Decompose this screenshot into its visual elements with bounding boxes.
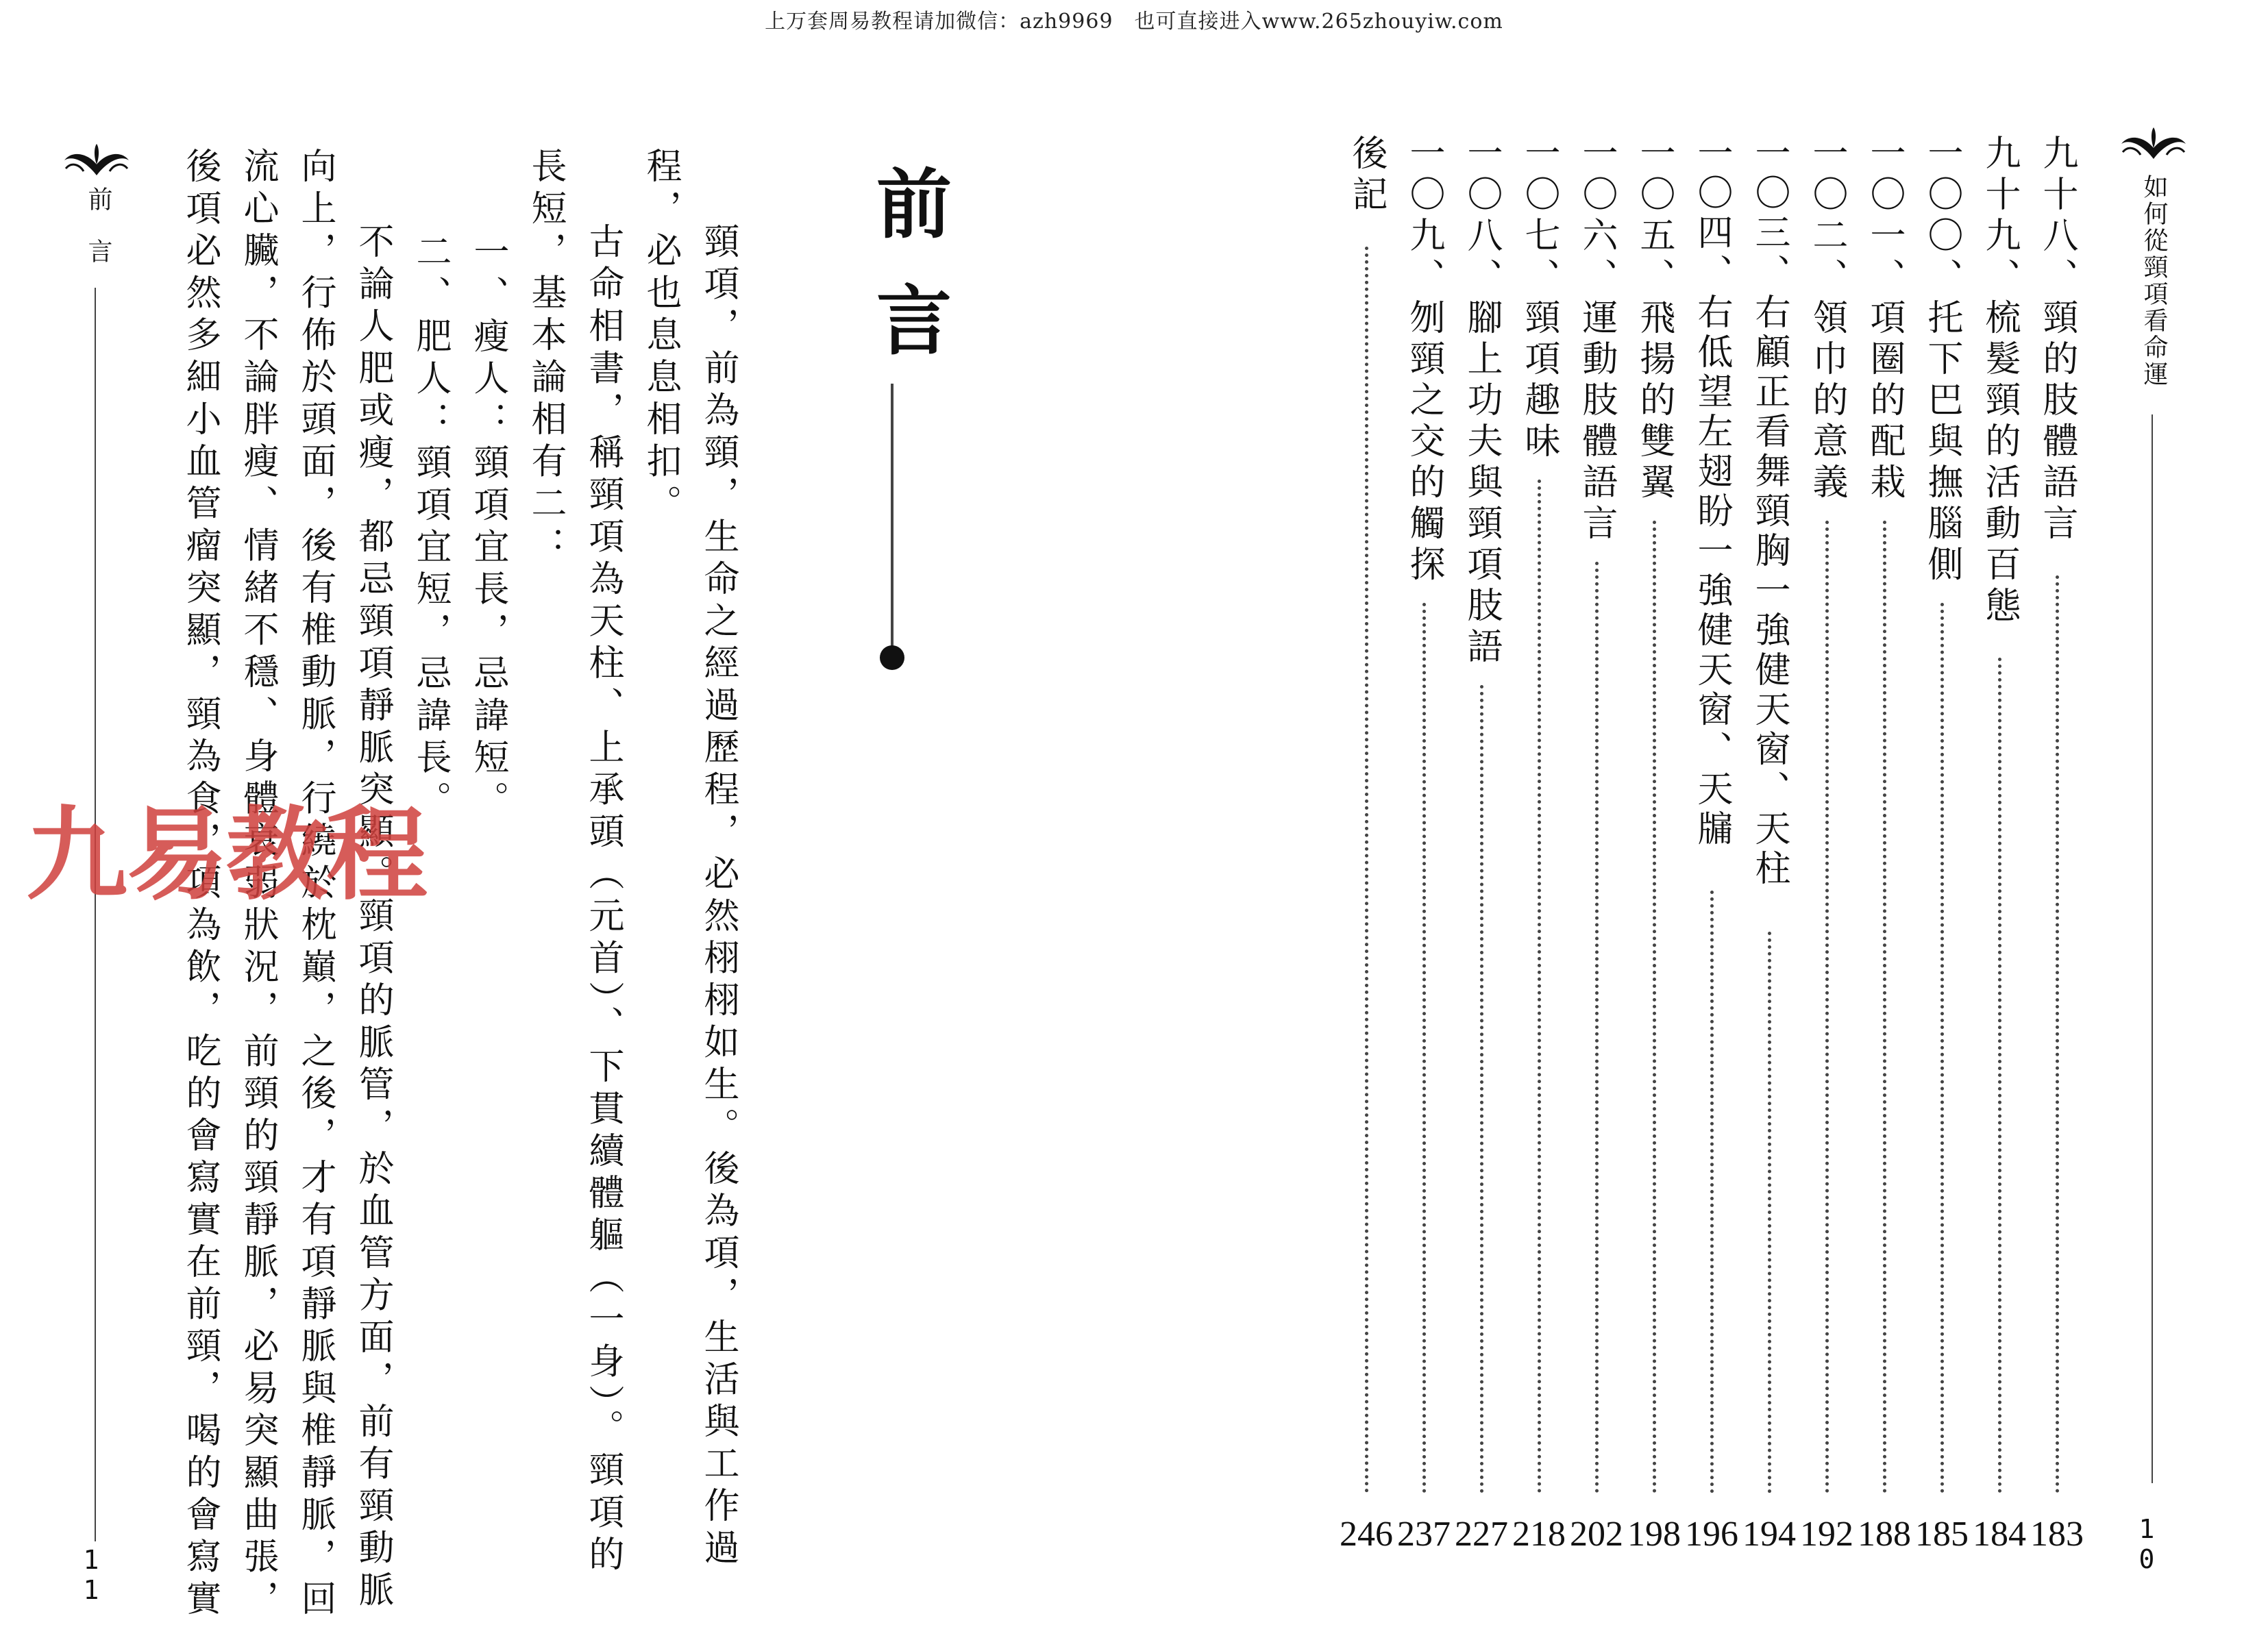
toc-entry-title[interactable]: 一〇六、運動肢體語言 <box>1576 134 1617 545</box>
toc-entry-page[interactable]: 185 <box>1915 1515 1969 1554</box>
toc-entry-title[interactable]: 九十九、梳髮頸的活動百態 <box>1979 134 2020 628</box>
page-number-right: 10 <box>2132 1514 2162 1574</box>
title-rule <box>891 384 893 658</box>
running-head-rule-right <box>2152 414 2153 1483</box>
toc-entry-title[interactable]: 一〇一、項圈的配栽 <box>1864 134 1905 504</box>
running-head-left: 前言 <box>84 186 112 290</box>
title-char-2: 言 <box>864 281 952 397</box>
toc-entry-page[interactable]: 183 <box>2030 1515 2084 1554</box>
toc-entry-page[interactable]: 198 <box>1627 1515 1681 1554</box>
toc-entry-page[interactable]: 202 <box>1570 1515 1623 1554</box>
body-column-3: 古命相書，稱頸項為天柱、上承頭（元首）、下貫續體軀（一身）。頸項的 <box>582 223 624 1578</box>
toc-leader-dots <box>1595 562 1599 1493</box>
body-column-5: 一、瘦人：頸項宜長，忌諱短。 <box>467 233 508 823</box>
toc-entry-title[interactable]: 九十八、頸的肢體語言 <box>2036 134 2078 545</box>
toc-entry-title[interactable]: 一〇八、腳上功夫與頸項肢語 <box>1461 134 1502 669</box>
toc-leader-dots <box>1940 603 1944 1493</box>
body-column-4: 長短，基本論相有二： <box>525 147 566 569</box>
body-column-7: 不論人肥或瘦，都忌頸項靜脈突顯。頸項的脈管，於血管方面，前有頸動脈 <box>352 223 393 1613</box>
page-number-left: 11 <box>76 1545 106 1605</box>
body-column-2: 程，必也息息相扣。 <box>640 147 681 527</box>
body-column-8: 向上，行佈於頭面，後有椎動脈，行繞於枕巔，之後，才有項靜脈與椎靜脈，回 <box>295 147 336 1622</box>
toc-entry-title[interactable]: 一〇九、刎頸之交的觸探 <box>1403 134 1444 586</box>
title-dot-icon <box>878 644 906 671</box>
fleuron-ornament-right-icon <box>2116 125 2191 163</box>
toc-entry-title[interactable]: 一〇二、領巾的意義 <box>1806 134 1847 504</box>
body-column-1: 頸項，前為頸，生命之經過歷程，必然栩栩如生。後為項，生活與工作過 <box>698 223 739 1571</box>
toc-leader-dots <box>1538 480 1541 1493</box>
toc-leader-dots <box>1825 521 1829 1493</box>
body-column-9: 流心臟，不論胖瘦、情緒不穩、身體衰弱狀況，前頸的頸靜脈，必易突顯曲張， <box>237 147 278 1622</box>
toc-entry-page[interactable]: 237 <box>1397 1515 1451 1554</box>
toc-leader-dots <box>1768 932 1771 1493</box>
body-column-6: 二、肥人：頸項宜短，忌諱長。 <box>410 233 451 823</box>
toc-entry-title[interactable]: 一〇五、飛揚的雙翼 <box>1634 134 1675 504</box>
toc-leader-dots <box>1480 685 1483 1493</box>
toc-entry-page[interactable]: 246 <box>1340 1515 1393 1554</box>
toc-leader-dots <box>1710 891 1714 1493</box>
toc-entry-page[interactable]: 194 <box>1742 1515 1796 1554</box>
toc-entry-title[interactable]: 一〇〇、托下巴與撫腦側 <box>1921 134 1962 586</box>
toc-leader-dots <box>1998 658 2001 1493</box>
site-banner: 上万套周易教程请加微信：azh9969 也可直接进入www.265zhouyiw.com <box>765 10 1503 34</box>
toc-leader-dots <box>1365 247 1368 1493</box>
running-head-right: 如何從頸項看命運 <box>2140 174 2168 388</box>
title-char-1: 前 <box>864 164 952 281</box>
body-column-10: 後項必然多細小血管瘤突顯，頸為食，項為飲，吃的會寫實在前頸，喝的會寫實 <box>180 147 221 1622</box>
toc-entry-page[interactable]: 227 <box>1455 1515 1508 1554</box>
toc-leader-dots <box>1653 521 1656 1493</box>
section-title <box>854 164 962 397</box>
toc-entry-title[interactable]: 一〇七、頸項趣味 <box>1518 134 1560 463</box>
toc-entry-title[interactable]: 一〇四、右低望左翅盼一強健天窗、天牖 <box>1691 134 1732 849</box>
toc-entry-title[interactable]: 後記 <box>1346 134 1387 216</box>
toc-entry-page[interactable]: 192 <box>1800 1515 1853 1554</box>
toc-entry-page[interactable]: 188 <box>1858 1515 1911 1554</box>
toc-entry-page[interactable]: 184 <box>1973 1515 2026 1554</box>
toc-leader-dots <box>1422 603 1426 1493</box>
fleuron-ornament-left-icon <box>59 141 134 179</box>
toc-leader-dots <box>1883 521 1886 1493</box>
toc-leader-dots <box>2056 575 2059 1493</box>
watermark: 九易教程 <box>26 796 426 914</box>
toc-entry-title[interactable]: 一〇三、右顧正看舞頸胸一強健天窗、天柱 <box>1749 134 1790 889</box>
toc-entry-page[interactable]: 218 <box>1512 1515 1566 1554</box>
toc-entry-page[interactable]: 196 <box>1685 1515 1738 1554</box>
